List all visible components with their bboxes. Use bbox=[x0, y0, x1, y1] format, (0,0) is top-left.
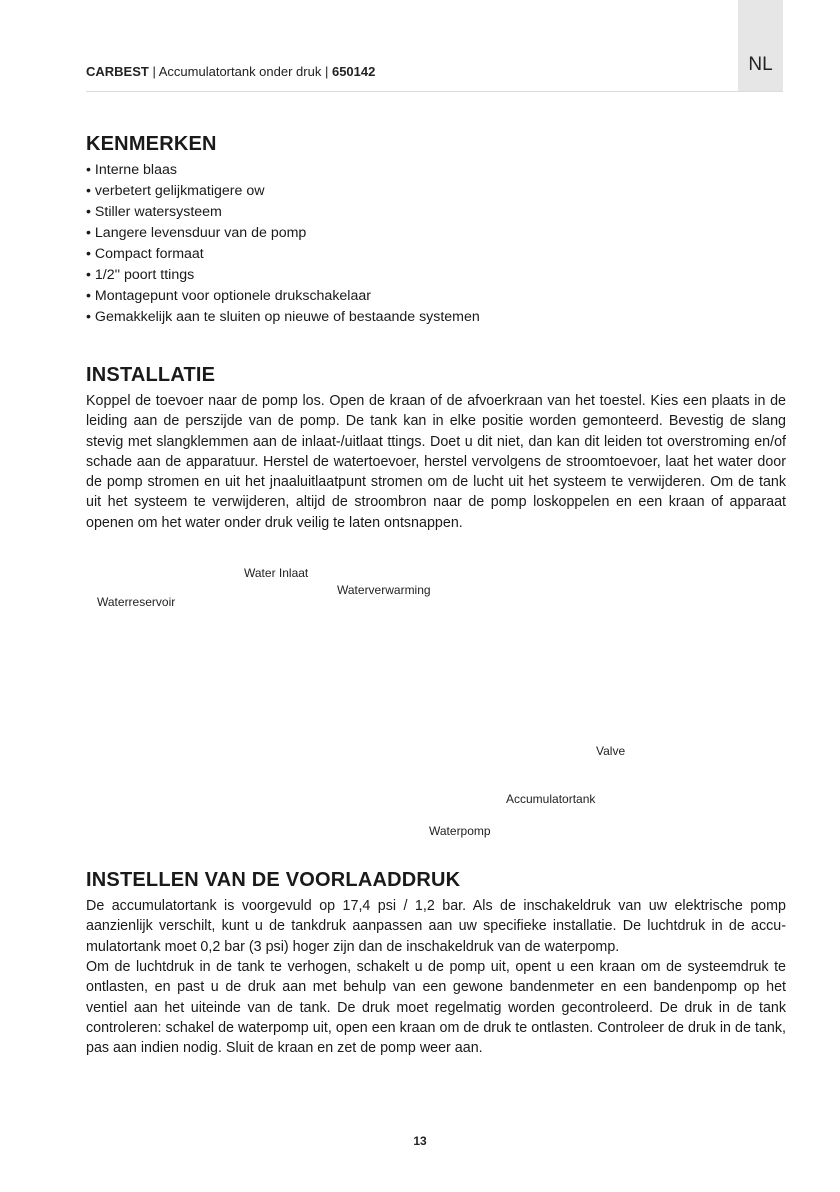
diagram-label-accumulator: Accumulatortank bbox=[506, 792, 596, 806]
page-number: 13 bbox=[413, 1134, 427, 1148]
list-item: • verbetert gelijkmatigere ow bbox=[86, 181, 480, 202]
diagram-label-water-inlet: Water Inlaat bbox=[244, 566, 309, 580]
product-code: 650142 bbox=[331, 64, 376, 79]
brand-name: CARBEST bbox=[86, 64, 149, 79]
features-list bbox=[86, 160, 480, 328]
installation-heading: INSTALLATIE bbox=[86, 364, 216, 386]
list-item: • Compact formaat bbox=[86, 244, 480, 265]
list-item: • Interne blaas bbox=[86, 160, 480, 181]
list-item: • Gemakkelijk aan te sluiten op nieuwe of bestaande systemen bbox=[86, 307, 480, 328]
features-heading: KENMERKEN bbox=[86, 133, 217, 155]
list-item: • Stiller watersysteem bbox=[86, 202, 480, 223]
header-separator: | bbox=[324, 64, 332, 79]
diagram-label-valve: Valve bbox=[596, 744, 626, 758]
diagram-label-reservoir: Waterreservoir bbox=[97, 595, 176, 609]
diagram-label-water-heater: Waterverwarming bbox=[337, 583, 431, 597]
preload-text-2: Om de luchtdruk in de tank te verhogen, schakelt u de pomp uit, opent u een kraan om de systeemdruk te ontlasten, en past u de druk aan met behulp van een gewone bandenmeter en een bandenpomp op het ventiel aan het uiteinde van de tank. De druk moet regelmatig worden gecontroleerd. De druk in de tank controleren: schakel de waterpomp uit, open een kraan om de druk te ontlasten. Controleer de druk in de tank, pas aan indien nodig. Sluit de kraan en zet de pomp weer aan. bbox=[86, 959, 786, 1057]
preload-text-1: De accumulatortank is voorgevuld op 17,4 psi / 1,2 bar. Als de inschakeldruk van uw elektrische pomp aanzienlijk verschilt, kunt u de tankdruk aanpassen aan uw specifieke installatie. De luchtdruk in de accumulatortank moet 0,2 bar (3 psi) hoger zijn dan de inschakeldruk van de waterpomp. bbox=[86, 898, 786, 955]
language-tab bbox=[738, 0, 783, 92]
language-label: NL bbox=[748, 54, 773, 75]
preload-heading: INSTELLEN VAN DE VOORLAADDRUK bbox=[86, 869, 461, 891]
diagram-label-pump: Waterpomp bbox=[429, 824, 491, 838]
installation-text: Koppel de toevoer naar de pomp los. Open de kraan of de afvoerkraan van het toestel. Kies een plaats in de leiding aan de perszijde van de pomp. De tank kan in elke positie worden gemonteerd. Bevestig de slang stevig met slangklemmen aan de inlaat-/uitlaat ttings. Doet u dit niet, dan kan dit leiden tot overstroming en/of schade aan de apparatuur. Herstel de watertoevoer, herstel vervolgens de stroomtoevoer, laat het water door de pomp stromen en uit het jnaaluitlaatpunt stromen om de lucht uit het systeem te verwijderen. Om de tank uit het systeem te verwijderen, altijd de stroombron naar de pomp loskoppelen en een kraan of apparaat openen om het water onder druk veilig te laten ontsnappen. bbox=[86, 393, 786, 531]
list-item: • 1/2'' poort ttings bbox=[86, 265, 480, 286]
document-header bbox=[86, 64, 375, 79]
header-divider bbox=[86, 91, 783, 92]
list-item: • Langere levensduur van de pomp bbox=[86, 223, 480, 244]
header-separator: | bbox=[152, 64, 159, 79]
list-item: • Montagepunt voor optionele drukschakelaar bbox=[86, 286, 480, 307]
product-name: Accumulatortank onder druk bbox=[158, 64, 322, 79]
